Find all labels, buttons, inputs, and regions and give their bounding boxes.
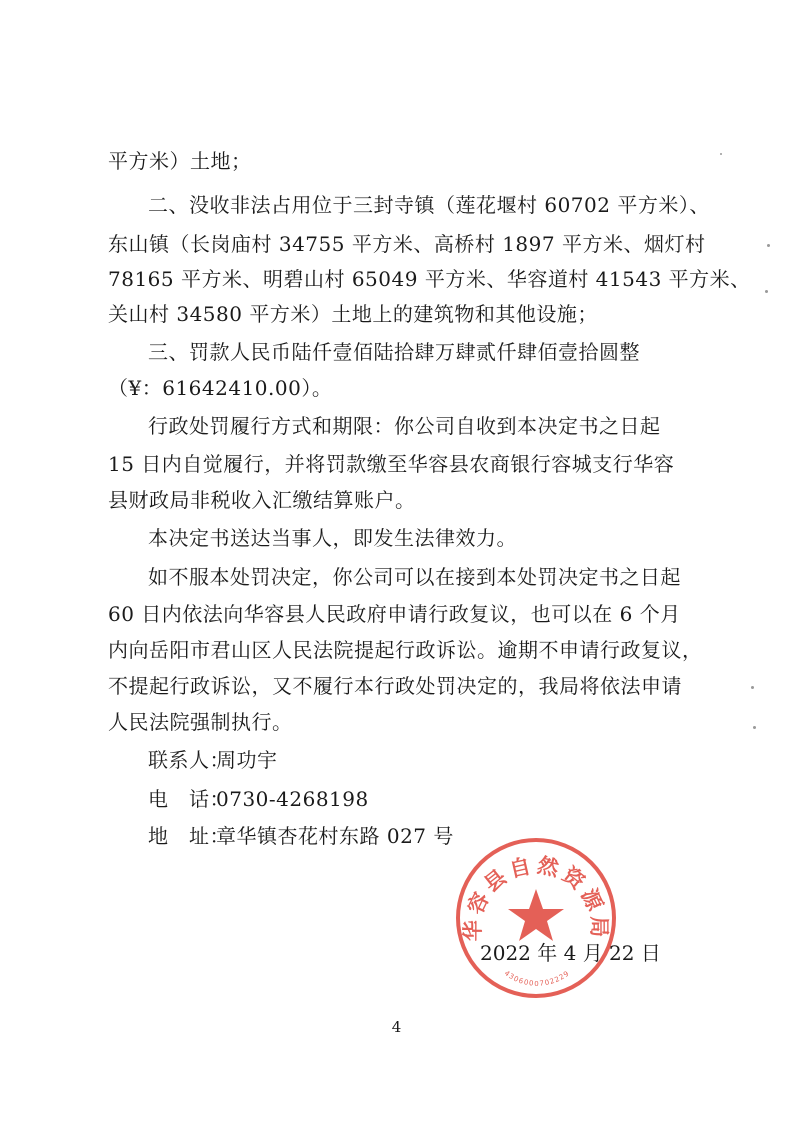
scan-speck (720, 153, 722, 155)
body-line-5: 关山村 34580 平方米）土地上的建筑物和其他设施； (108, 302, 598, 326)
seal-code-text: 4306000702229 (502, 969, 572, 988)
scan-speck (767, 244, 770, 247)
body-line-6: 三、罚款人民币陆仟壹佰陆拾肆万肆贰仟肆佰壹拾圆整 (148, 340, 640, 364)
contact-person-label: 联系人： (148, 748, 230, 772)
contact-person-value: 周功宇 (216, 748, 278, 772)
body-line-15: 不提起行政诉讼，又不履行本行政处罚决定的，我局将依法申请 (108, 674, 682, 698)
seal-name-text: 华容县自然资源局 (459, 852, 613, 942)
contact-person (148, 747, 278, 773)
body-line-11: 本决定书送达当事人，即发生法律效力。 (148, 526, 517, 550)
seal-star-icon (508, 889, 564, 941)
contact-address-label: 地 址： (148, 824, 230, 848)
body-line-4: 78165 平方米、明碧山村 65049 平方米、华容道村 41543 平方米、 (108, 267, 751, 291)
contact-address (148, 823, 454, 849)
body-line-7: （¥：61642410.00）。 (108, 376, 333, 400)
body-line-2: 二、没收非法占用位于三封寺镇（莲花堰村 60702 平方米）、 (148, 193, 710, 217)
body-line-10: 县财政局非税收入汇缴结算账户。 (108, 488, 416, 512)
body-line-9: 15 日内自觉履行，并将罚款缴至华容县农商银行容城支行华容 (108, 452, 675, 476)
body-line-16: 人民法院强制执行。 (108, 710, 293, 734)
contact-phone-label: 电 话： (148, 787, 230, 811)
scan-speck (765, 290, 768, 293)
issue-date: 2022 年 4 月 22 日 (480, 941, 661, 965)
contact-phone (148, 786, 369, 812)
body-line-3: 东山镇（长岗庙村 34755 平方米、高桥村 1897 平方米、烟灯村 (108, 232, 706, 256)
body-line-13: 60 日内依法向华容县人民政府申请行政复议，也可以在 6 个月 (108, 602, 681, 626)
contact-address-value: 章华镇杏花村东路 027 号 (216, 824, 454, 848)
body-line-12: 如不服本处罚决定，你公司可以在接到本处罚决定书之日起 (148, 565, 681, 589)
body-line-8: 行政处罚履行方式和期限：你公司自收到本决定书之日起 (148, 414, 661, 438)
body-line-14: 内向岳阳市君山区人民法院提起行政诉讼。逾期不申请行政复议， (108, 638, 703, 662)
scan-speck (753, 726, 756, 729)
official-seal (453, 835, 619, 1001)
contact-phone-value: 0730-4268198 (216, 787, 369, 811)
page-number: 4 (391, 1018, 402, 1036)
body-line-1: 平方米）土地； (108, 149, 252, 173)
scan-speck (751, 686, 754, 689)
